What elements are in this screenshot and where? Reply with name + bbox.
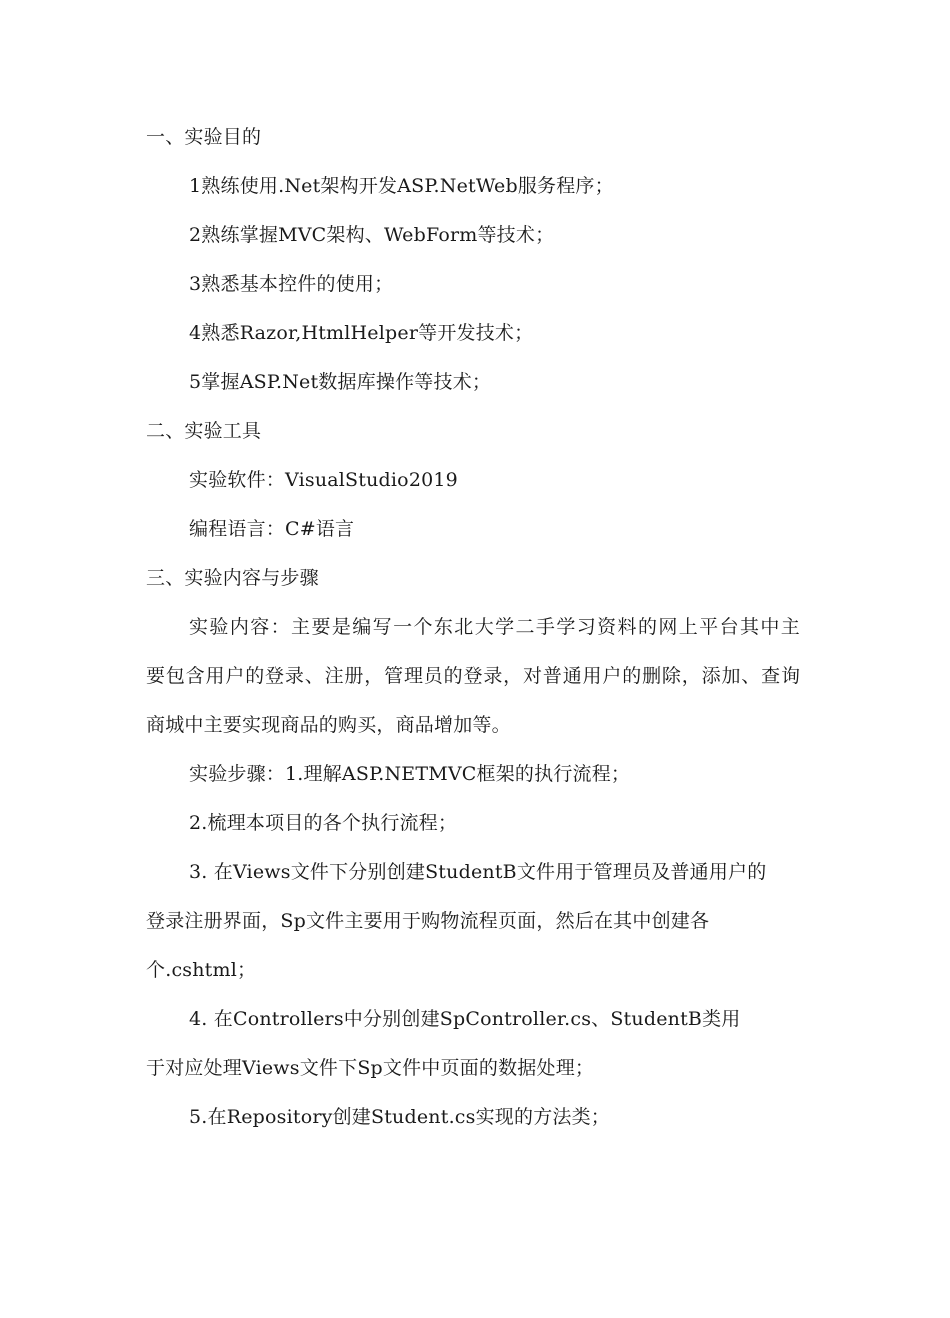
- step-intro-1: 实验步骤：1.理解ASP.NETMVC框架的执行流程；: [189, 763, 631, 785]
- tools-item-software: 实验软件：VisualStudio2019: [189, 469, 458, 491]
- content-description-line-3: 商城中主要实现商品的购买，商品增加等。: [146, 714, 511, 736]
- step-4-line-1: 4. 在Controllers中分别创建SpController.cs、StudentB类用: [189, 1008, 741, 1030]
- purpose-item-2: 2熟练掌握MVC架构、WebForm等技术；: [189, 224, 555, 246]
- purpose-item-3: 3熟悉基本控件的使用；: [189, 273, 394, 295]
- tools-item-language: 编程语言：C#语言: [189, 518, 355, 540]
- step-3-line-2: 登录注册界面，Sp文件主要用于购物流程页面，然后在其中创建各: [146, 910, 710, 932]
- section-heading-content: 三、实验内容与步骤: [146, 567, 319, 589]
- step-5: 5.在Repository创建Student.cs实现的方法类；: [189, 1106, 610, 1128]
- section-heading-tools: 二、实验工具: [146, 420, 262, 442]
- step-4-line-2: 于对应处理Views文件下Sp文件中页面的数据处理；: [146, 1057, 595, 1079]
- content-description-line-2: 要包含用户的登录、注册，管理员的登录，对普通用户的删除，添加、查询: [146, 665, 800, 687]
- step-3-line-1: 3. 在Views文件下分别创建StudentB文件用于管理员及普通用户的: [189, 861, 767, 883]
- purpose-item-4: 4熟悉Razor,HtmlHelper等开发技术；: [189, 322, 534, 344]
- step-2: 2.梳理本项目的各个执行流程；: [189, 812, 458, 834]
- section-heading-purpose: 一、实验目的: [146, 126, 262, 148]
- purpose-item-5: 5掌握ASP.Net数据库操作等技术；: [189, 371, 492, 393]
- purpose-item-1: 1熟练使用.Net架构开发ASP.NetWeb服务程序；: [189, 175, 614, 197]
- content-description-line-1: 实验内容：主要是编写一个东北大学二手学习资料的网上平台其中主: [189, 616, 800, 638]
- step-3-line-3: 个.cshtml；: [146, 959, 257, 981]
